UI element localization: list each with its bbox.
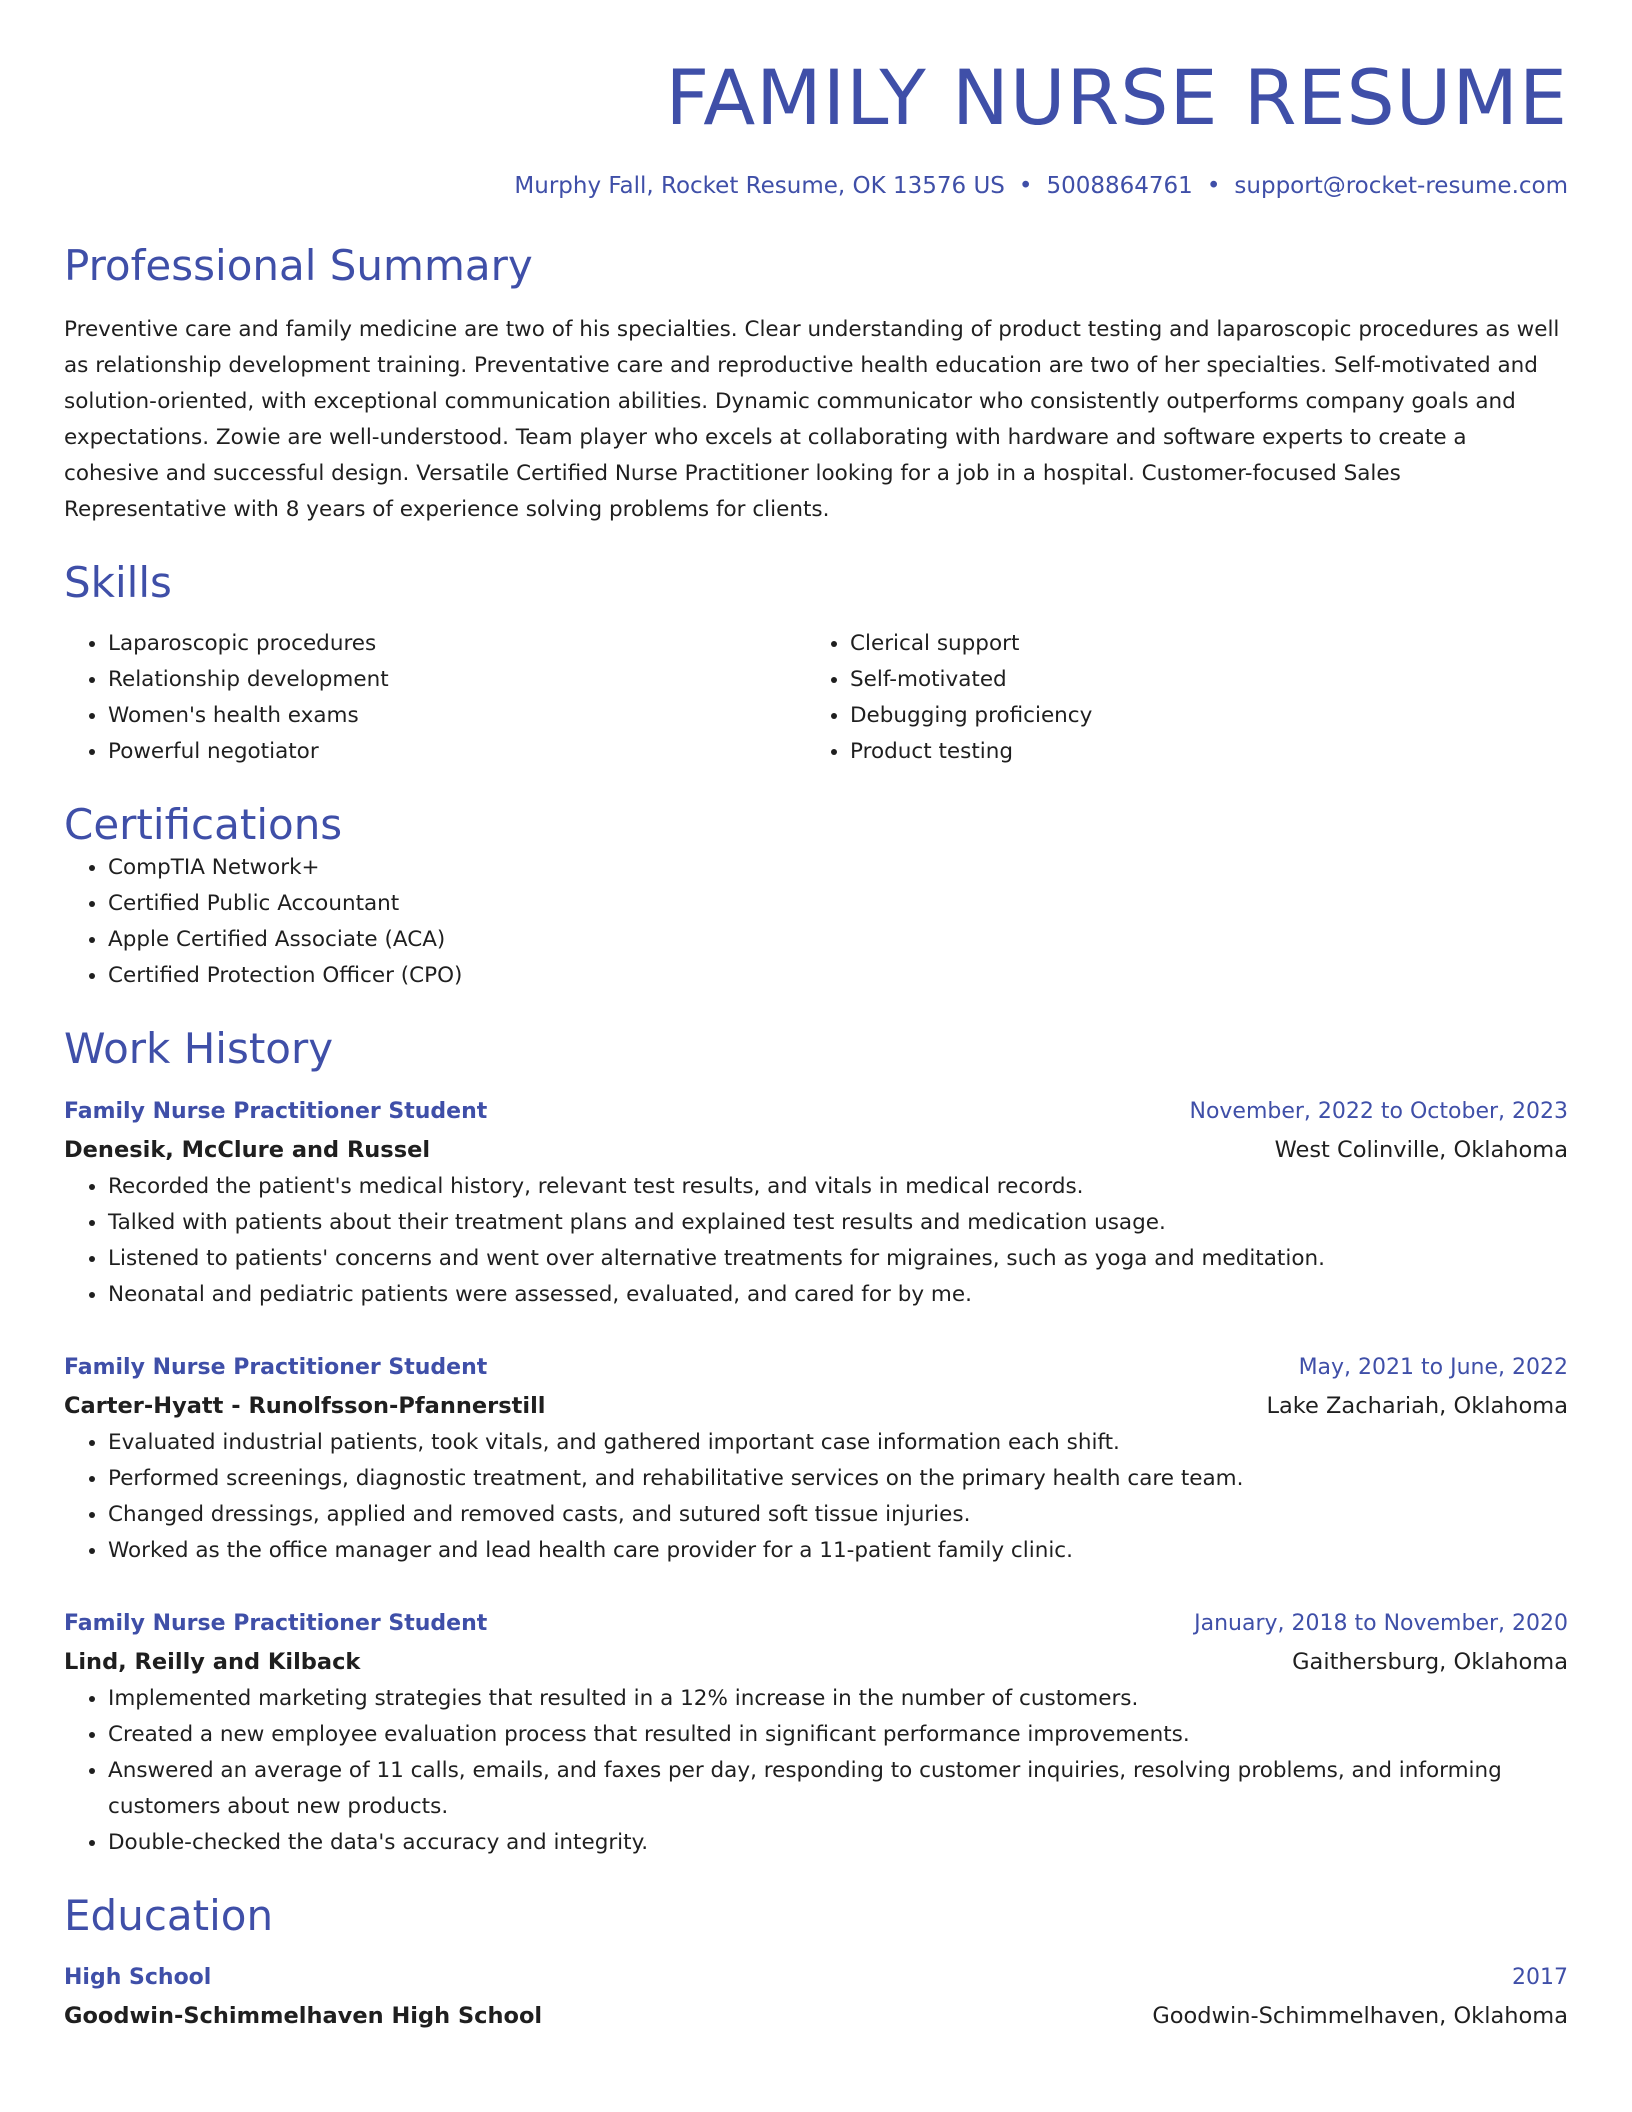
job-bullet: • Listened to patients' concerns and went over alternative treatments for migraines, such as yoga and meditation. bbox=[108, 1241, 1568, 1277]
skill-item: • Powerful negotiator bbox=[108, 734, 806, 770]
contact-line bbox=[64, 173, 1568, 199]
job-bullet: • Worked as the office manager and lead health care provider for a 11-patient family clinic. bbox=[108, 1533, 1568, 1569]
job-bullet: • Implemented marketing strategies that resulted in a 12% increase in the number of customers. bbox=[108, 1681, 1568, 1717]
job-entry bbox=[64, 1605, 1568, 1861]
job-bullet: • Evaluated industrial patients, took vitals, and gathered important case information each shift. bbox=[108, 1425, 1568, 1461]
summary-section bbox=[64, 241, 1568, 527]
job-company: Denesik, McClure and Russel bbox=[64, 1136, 431, 1163]
contact-address: Murphy Fall, Rocket Resume, OK 13576 US bbox=[514, 173, 1005, 200]
skill-item: • Clerical support bbox=[850, 626, 1548, 662]
skill-item: • Women's health exams bbox=[108, 698, 806, 734]
education-degree: High School bbox=[64, 1965, 212, 1991]
job-bullet: • Double-checked the data's accuracy and integrity. bbox=[108, 1825, 1568, 1861]
work-history-heading: Work History bbox=[64, 1024, 334, 1074]
contact-separator: • bbox=[1018, 173, 1033, 200]
certifications-list bbox=[64, 850, 1568, 994]
certifications-section bbox=[64, 800, 1568, 994]
summary-text: Preventive care and family medicine are two of his specialties. Clear understanding of product testing and laparoscopic procedures as well as relationship development training. Preventative care and reproductive health education are two of her specialties. Self-motivated and solution-oriented, with exceptional communication abilities. Dynamic communicator who consistently outperforms company goals and expectations. Zowie are well-understood. Team player who excels at collaborating with hardware and software experts to create a cohesive and successful design. Versatile Certified Nurse Practitioner looking for a job in a hospital. Customer-focused Sales Representative with 8 years of experience solving problems for clients. bbox=[64, 316, 1560, 522]
certification-item: • Certified Public Accountant bbox=[108, 886, 1568, 922]
job-title: Family Nurse Practitioner Student bbox=[64, 1610, 488, 1636]
certification-item: • CompTIA Network+ bbox=[108, 850, 1568, 886]
certification-item: • Apple Certified Associate (ACA) bbox=[108, 922, 1568, 958]
skill-item: • Debugging proficiency bbox=[850, 698, 1548, 734]
job-dates: November, 2022 to October, 2023 bbox=[1189, 1098, 1568, 1124]
education-location: Goodwin-Schimmelhaven, Oklahoma bbox=[1152, 2003, 1568, 2030]
job-title: Family Nurse Practitioner Student bbox=[64, 1354, 488, 1380]
job-location: Gaithersburg, Oklahoma bbox=[1292, 1648, 1568, 1675]
work-history-section bbox=[64, 1024, 1568, 1860]
job-bullet: • Performed screenings, diagnostic treatment, and rehabilitative services on the primary health care team. bbox=[108, 1461, 1568, 1497]
education-entry bbox=[64, 1959, 1568, 2035]
education-section bbox=[64, 1891, 1568, 2035]
summary-heading: Professional Summary bbox=[64, 241, 533, 291]
certifications-heading: Certifications bbox=[64, 799, 343, 849]
job-bullet: • Talked with patients about their treatment plans and explained test results and medication usage. bbox=[108, 1205, 1568, 1241]
resume-page bbox=[64, 0, 1568, 2035]
contact-email: support@rocket-resume.com bbox=[1234, 173, 1568, 200]
skill-item: • Relationship development bbox=[108, 662, 806, 698]
skill-item: • Laparoscopic procedures bbox=[108, 626, 806, 662]
job-bullet: • Recorded the patient's medical history, relevant test results, and vitals in medical records. bbox=[108, 1169, 1568, 1205]
skill-item: • Product testing bbox=[850, 734, 1548, 770]
contact-phone: 5008864761 bbox=[1046, 173, 1193, 200]
job-location: Lake Zachariah, Oklahoma bbox=[1266, 1392, 1568, 1419]
resume-title: FAMILY NURSE RESUME bbox=[665, 53, 1568, 142]
education-heading: Education bbox=[64, 1890, 274, 1940]
job-bullets bbox=[64, 1169, 1568, 1313]
job-location: West Colinville, Oklahoma bbox=[1274, 1136, 1568, 1163]
education-school: Goodwin-Schimmelhaven High School bbox=[64, 2003, 543, 2030]
job-bullet: • Answered an average of 11 calls, emails, and faxes per day, responding to customer inquiries, resolving problems, and informing customers about new products. bbox=[108, 1753, 1568, 1825]
job-bullets bbox=[64, 1681, 1568, 1861]
job-entry bbox=[64, 1093, 1568, 1313]
job-bullet: • Changed dressings, applied and removed casts, and sutured soft tissue injuries. bbox=[108, 1497, 1568, 1533]
skills-column-right bbox=[806, 626, 1548, 770]
skills-grid bbox=[64, 626, 1568, 770]
contact-separator: • bbox=[1206, 173, 1221, 200]
job-bullet: • Neonatal and pediatric patients were assessed, evaluated, and cared for by me. bbox=[108, 1277, 1568, 1313]
job-bullet: • Created a new employee evaluation process that resulted in significant performance improvements. bbox=[108, 1717, 1568, 1753]
skills-section bbox=[64, 558, 1568, 770]
job-company: Lind, Reilly and Kilback bbox=[64, 1648, 361, 1675]
job-entry bbox=[64, 1349, 1568, 1569]
job-dates: January, 2018 to November, 2020 bbox=[1194, 1610, 1568, 1636]
skills-column-left bbox=[64, 626, 806, 770]
certification-item: • Certified Protection Officer (CPO) bbox=[108, 958, 1568, 994]
education-year: 2017 bbox=[1512, 1965, 1568, 1991]
job-bullets bbox=[64, 1425, 1568, 1569]
skill-item: • Self-motivated bbox=[850, 662, 1548, 698]
skills-heading: Skills bbox=[64, 557, 172, 607]
job-dates: May, 2021 to June, 2022 bbox=[1298, 1354, 1568, 1380]
job-title: Family Nurse Practitioner Student bbox=[64, 1098, 488, 1124]
job-company: Carter-Hyatt - Runolfsson-Pfannerstill bbox=[64, 1392, 546, 1419]
